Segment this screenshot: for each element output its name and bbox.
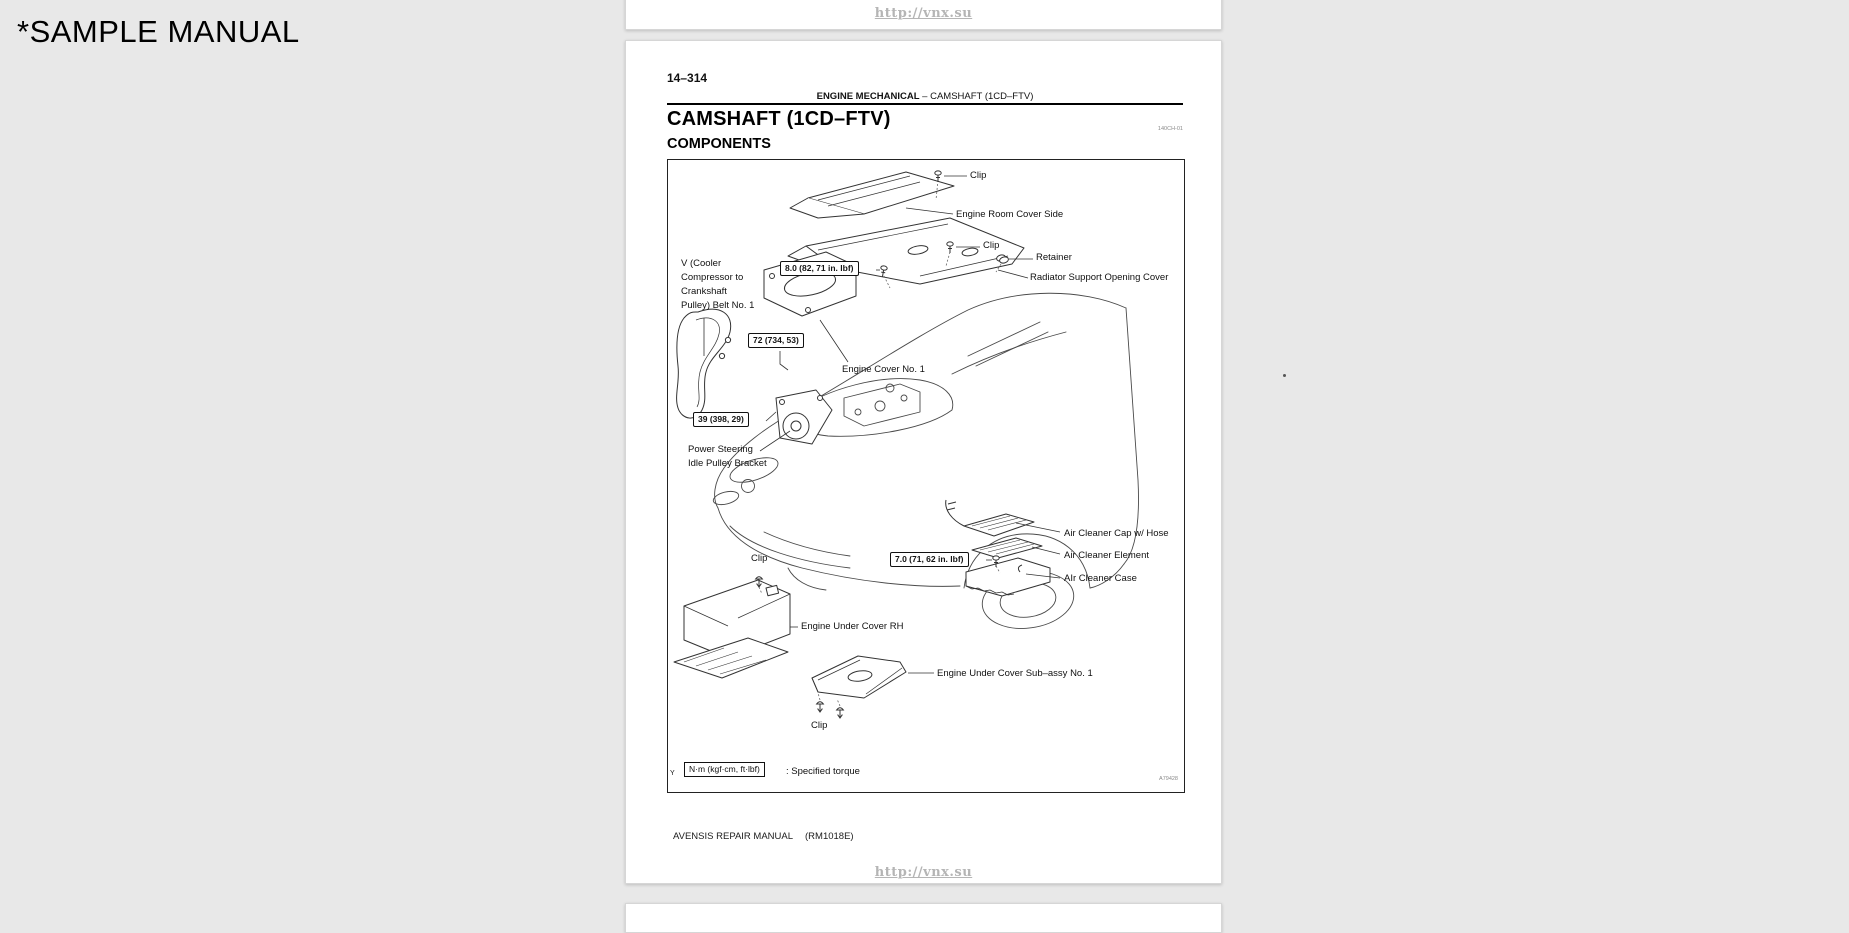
label-air-cleaner-element: Air Cleaner Element [1064, 550, 1150, 561]
components-figure [667, 159, 1185, 793]
next-page-fragment [625, 903, 1222, 933]
label-clip-radiator: Clip [983, 240, 1000, 251]
running-header [667, 91, 1183, 102]
label-engine-room-cover-side: Engine Room Cover Side [956, 209, 1064, 220]
components-diagram-art [668, 160, 1184, 792]
label-v-belt-line1: V (Cooler [681, 258, 722, 269]
footer-manual-name: AVENSIS REPAIR MANUAL [673, 831, 794, 842]
figure-code: A79428 [1159, 776, 1178, 782]
watermark-link-top[interactable]: http://vnx.su [874, 6, 973, 21]
label-v-belt-line3: Crankshaft [681, 286, 727, 297]
page-title: CAMSHAFT (1CD–FTV) [667, 108, 891, 130]
label-clip-top: Clip [970, 170, 987, 181]
page-number: 14–314 [667, 71, 708, 85]
label-clip-under-rh: Clip [751, 553, 768, 564]
revision-code: 140CH-01 [1157, 126, 1183, 132]
watermark-link-bottom[interactable]: http://vnx.su [874, 865, 973, 880]
label-power-steering-line2: Idle Pulley Bracket [688, 458, 767, 469]
running-header-section: ENGINE MECHANICAL [816, 91, 920, 102]
figure-corner-mark: Y [670, 770, 675, 777]
header-rule [667, 103, 1183, 105]
torque-box-radiator-cover: 8.0 (82, 71 in. lbf) [780, 261, 859, 276]
label-power-steering-line1: Power Steering [688, 444, 753, 455]
torque-box-bracket: 39 (398, 29) [693, 412, 749, 427]
label-v-belt-line2: Compressor to [681, 272, 744, 283]
torque-symbol-box: N·m (kgf·cm, ft·lbf) [684, 762, 765, 777]
torque-legend-description: : Specified torque [786, 766, 860, 777]
page-footer [673, 831, 854, 842]
sample-manual-overlay: *SAMPLE MANUAL [17, 14, 300, 49]
label-clip-bottom: Clip [811, 720, 828, 731]
label-air-cleaner-case: AIr Cleaner Case [1064, 573, 1137, 584]
label-radiator-support-opening-cover: Radiator Support Opening Cover [1030, 272, 1169, 283]
running-header-dash: – [922, 91, 928, 102]
torque-box-belt: 72 (734, 53) [748, 333, 804, 348]
label-air-cleaner-cap: Air Cleaner Cap w/ Hose [1064, 528, 1169, 539]
section-heading: COMPONENTS [667, 136, 771, 152]
label-engine-cover-no1: Engine Cover No. 1 [842, 364, 925, 375]
label-engine-under-cover-rh: Engine Under Cover RH [801, 621, 904, 632]
torque-box-air-cleaner: 7.0 (71, 62 in. lbf) [890, 552, 969, 567]
footer-manual-code: (RM1018E) [805, 831, 854, 842]
label-retainer: Retainer [1036, 252, 1072, 263]
label-v-belt-line4: Pulley) Belt No. 1 [681, 300, 755, 311]
manual-page [625, 40, 1222, 884]
previous-page-fragment [625, 0, 1222, 30]
running-header-topic: CAMSHAFT (1CD–FTV) [930, 91, 1034, 102]
scan-dot-artifact [1283, 374, 1286, 377]
clip-icon [817, 702, 824, 712]
label-engine-under-cover-subassy: Engine Under Cover Sub–assy No. 1 [937, 668, 1093, 679]
clip-icon [837, 708, 844, 718]
